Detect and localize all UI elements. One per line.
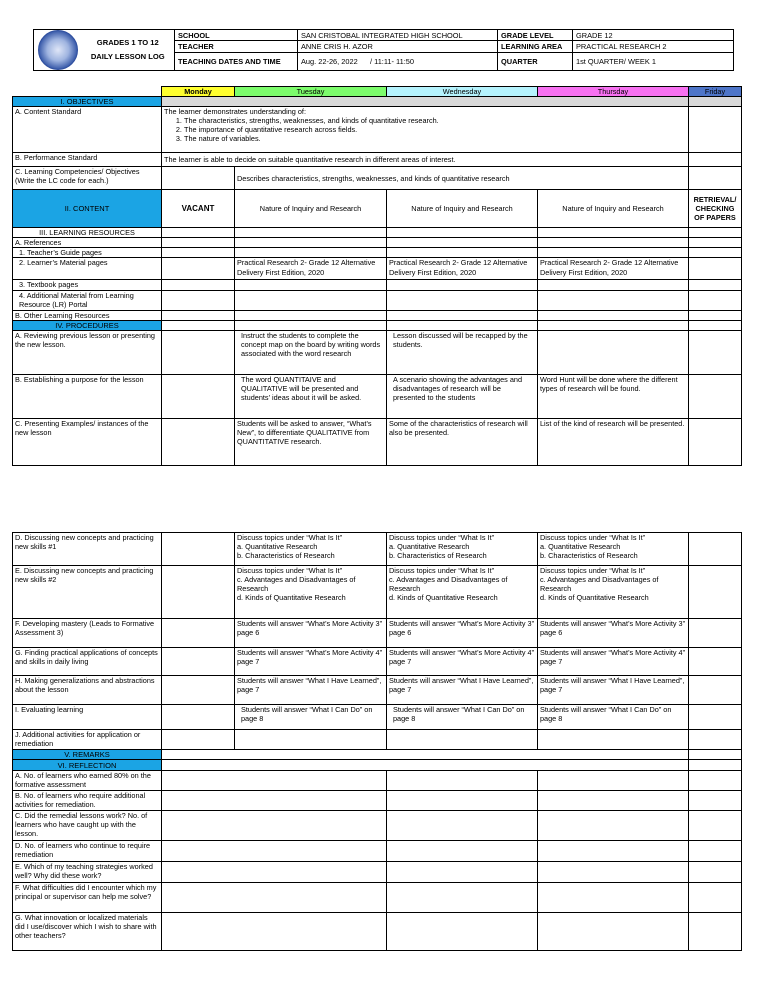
proc-a-wednesday: Lesson discussed will be recapped by the students.: [387, 330, 538, 374]
proc-i-tuesday: Students will answer “What I Can Do” on page 8: [235, 705, 387, 730]
reflection-item-f: F. What difficulties did I encounter which my principal or supervisor can help me solve?: [13, 883, 162, 913]
content-standard-list: [164, 116, 686, 143]
proc-e-tuesday: Discuss topics under “What Is It” c. Advantages and Disadvantages of Research d. Kinds of Quantitative Research: [235, 566, 387, 619]
proc-e-label: E. Discussing new concepts and practicing new skills #2: [13, 566, 162, 619]
day-thursday: Thursday: [538, 87, 689, 97]
content-standard-value: [162, 107, 689, 153]
content-standard-intro: The learner demonstrates understanding of:: [164, 107, 306, 117]
cell-empty: [689, 167, 742, 190]
competencies-label: C. Learning Competencies/ Objectives (Write the LC code for each.): [13, 167, 162, 190]
cell-empty: [689, 107, 742, 153]
grade-value: GRADE 12: [573, 30, 734, 41]
deped-seal-icon: [38, 30, 78, 70]
reflection-item-b: B. No. of learners who require additional activities for remediation.: [13, 791, 162, 811]
proc-b-tuesday: The word QUANTITAIVE and QUALITATIVE will be presented and students’ ideas about it will be asked.: [235, 374, 387, 418]
remarks-value: [162, 750, 689, 760]
area-value: PRACTICAL RESEARCH 2: [573, 41, 734, 52]
resources-heading: III. LEARNING RESOURCES: [13, 228, 162, 238]
performance-standard-value: The learner is able to decide on suitable quantitative research in different areas of interest.: [162, 153, 689, 167]
proc-g-label: G. Finding practical applications of concepts and skills in daily living: [13, 648, 162, 676]
reflection-item-c: C. Did the remedial lessons work? No. of learners who have caught up with the lesson.: [13, 811, 162, 841]
reflection-item-a: A. No. of learners who earned 80% on the formative assessment: [13, 771, 162, 791]
proc-f-label: F. Developing mastery (Leads to Formative Assessment 3): [13, 619, 162, 648]
proc-d-wednesday: Discuss topics under “What Is It” a. Quantitative Research b. Characteristics of Research: [387, 533, 538, 566]
procedures-heading: IV. PROCEDURES: [13, 320, 162, 330]
proc-d-tuesday: Discuss topics under “What Is It” a. Quantitative Research b. Characteristics of Research: [235, 533, 387, 566]
grade-label: GRADE LEVEL: [498, 30, 573, 41]
proc-c-tuesday: Students will be asked to answer, “What’s New”, to differentiate QUALITATIVE from QUANTITATIVE research.: [235, 418, 387, 465]
proc-f-tuesday: Students will answer “What’s More Activity 3” page 6: [235, 619, 387, 648]
proc-h-tuesday: Students will answer “What I Have Learned”, page 7: [235, 676, 387, 705]
lm-tuesday: Practical Research 2- Grade 12 Alternative Delivery First Edition, 2020: [235, 258, 387, 280]
proc-a-label: A. Reviewing previous lesson or presenting the new lesson.: [13, 330, 162, 374]
school-value: SAN CRISTOBAL INTEGRATED HIGH SCHOOL: [298, 30, 498, 41]
proc-h-label: H. Making generalizations and abstractions about the lesson: [13, 676, 162, 705]
proc-i-wednesday: Students will answer “What I Can Do” on page 8: [387, 705, 538, 730]
cell-empty: [162, 167, 235, 190]
reflection-item-g: G. What innovation or localized materials did I use/discover which I wish to share with other teachers?: [13, 913, 162, 951]
content-standard-item: The nature of variables.: [184, 134, 261, 144]
proc-g-wednesday: Students will answer “What’s More Activity 4” page 7: [387, 648, 538, 676]
additional-material-label: 4. Additional Material from Learning Resource (LR) Portal: [13, 290, 162, 310]
objectives-heading: I. OBJECTIVES: [13, 97, 162, 107]
day-monday: Monday: [162, 87, 235, 97]
proc-i-thursday: Students will answer “What I Can Do” on page 8: [538, 705, 689, 730]
proc-h-wednesday: Students will answer “What I Have Learned”, page 7: [387, 676, 538, 705]
header-table: [33, 29, 734, 71]
content-heading: II. CONTENT: [13, 190, 162, 228]
reflection-item-d: D. No. of learners who continue to require remediation: [13, 841, 162, 862]
day-friday: Friday: [689, 87, 742, 97]
day-tuesday: Tuesday: [235, 87, 387, 97]
other-resources-label: B. Other Learning Resources: [13, 310, 162, 320]
corner-cell: [13, 87, 162, 97]
proc-b-thursday: Word Hunt will be done where the different types of research will be found.: [538, 374, 689, 418]
content-standard-item: The importance of quantitative research across fields.: [184, 125, 358, 135]
teachers-guide-label: 1. Teacher’s Guide pages: [13, 248, 162, 258]
area-label: LEARNING AREA: [498, 41, 573, 52]
teacher-label: TEACHER: [175, 41, 298, 52]
proc-f-wednesday: Students will answer “What’s More Activity 3” page 6: [387, 619, 538, 648]
form-title-line1: GRADES 1 TO 12: [96, 37, 159, 47]
remarks-heading: V. REMARKS: [13, 750, 162, 760]
proc-d-label: D. Discussing new concepts and practicing new skills #1: [13, 533, 162, 566]
lesson-log-table-1: [12, 86, 742, 466]
proc-e-thursday: Discuss topics under “What Is It” c. Advantages and Disadvantages of Research d. Kinds of Quantitative Research: [538, 566, 689, 619]
competencies-value: Describes characteristics, strengths, weaknesses, and kinds of quantitative research: [235, 167, 689, 190]
textbook-label: 3. Textbook pages: [13, 280, 162, 290]
teacher-value: ANNE CRIS H. AZOR: [298, 41, 498, 52]
content-monday: VACANT: [162, 190, 235, 228]
reflection-item-e: E. Which of my teaching strategies worked well? Why did these work?: [13, 862, 162, 883]
proc-g-thursday: Students will answer “What’s More Activity 4” page 7: [538, 648, 689, 676]
proc-b-label: B. Establishing a purpose for the lesson: [13, 374, 162, 418]
quarter-label: QUARTER: [498, 52, 573, 70]
content-tuesday: Nature of Inquiry and Research: [235, 190, 387, 228]
learners-material-label: 2. Learner’s Material pages: [13, 258, 162, 280]
day-wednesday: Wednesday: [387, 87, 538, 97]
proc-d-thursday: Discuss topics under “What Is It” a. Quantitative Research b. Characteristics of Research: [538, 533, 689, 566]
reflection-heading: VI. REFLECTION: [13, 760, 162, 771]
content-standard-label: A. Content Standard: [13, 107, 162, 153]
content-wednesday: Nature of Inquiry and Research: [387, 190, 538, 228]
cell-empty: [689, 153, 742, 167]
performance-standard-label: B. Performance Standard: [13, 153, 162, 167]
proc-j-label: J. Additional activities for application or remediation: [13, 730, 162, 750]
reflection-value: [162, 760, 689, 771]
seal-cell: [34, 30, 82, 71]
proc-i-label: I. Evaluating learning: [13, 705, 162, 730]
content-thursday: Nature of Inquiry and Research: [538, 190, 689, 228]
proc-h-thursday: Students will answer “What I Have Learned”, page 7: [538, 676, 689, 705]
proc-c-label: C. Presenting Examples/ instances of the new lesson: [13, 418, 162, 465]
content-friday: RETRIEVAL/ CHECKING OF PAPERS: [689, 190, 742, 228]
form-title-line2: DAILY LESSON LOG: [90, 52, 165, 61]
content-standard-item: The characteristics, strengths, weaknesses, and kinds of quantitative research.: [184, 116, 439, 126]
form-title: [82, 30, 175, 71]
references-label: A. References: [13, 238, 162, 248]
proc-f-thursday: Students will answer “What’s More Activity 3” page 6: [538, 619, 689, 648]
dates-label: TEACHING DATES AND TIME: [175, 52, 298, 70]
dates-value: Aug. 22-26, 2022 / 11:11- 11:50: [298, 52, 498, 70]
objectives-band-fri: [689, 97, 742, 107]
proc-a-tuesday: Instruct the students to complete the concept map on the board by writing words associated with the word research: [235, 330, 387, 374]
school-label: SCHOOL: [175, 30, 298, 41]
proc-c-thursday: List of the kind of research will be presented.: [538, 418, 689, 465]
quarter-value: 1st QUARTER/ WEEK 1: [573, 52, 734, 70]
objectives-band: [162, 97, 689, 107]
proc-e-wednesday: Discuss topics under “What Is It” c. Advantages and Disadvantages of Research d. Kinds of Quantitative Research: [387, 566, 538, 619]
lm-wednesday: Practical Research 2- Grade 12 Alternative Delivery First Edition, 2020: [387, 258, 538, 280]
proc-b-wednesday: A scenario showing the advantages and disadvantages of research will be presented to the students: [387, 374, 538, 418]
lesson-log-table-2: [12, 532, 742, 951]
proc-c-wednesday: Some of the characteristics of research will also be presented.: [387, 418, 538, 465]
lm-thursday: Practical Research 2- Grade 12 Alternative Delivery First Edition, 2020: [538, 258, 689, 280]
proc-g-tuesday: Students will answer “What’s More Activity 4” page 7: [235, 648, 387, 676]
